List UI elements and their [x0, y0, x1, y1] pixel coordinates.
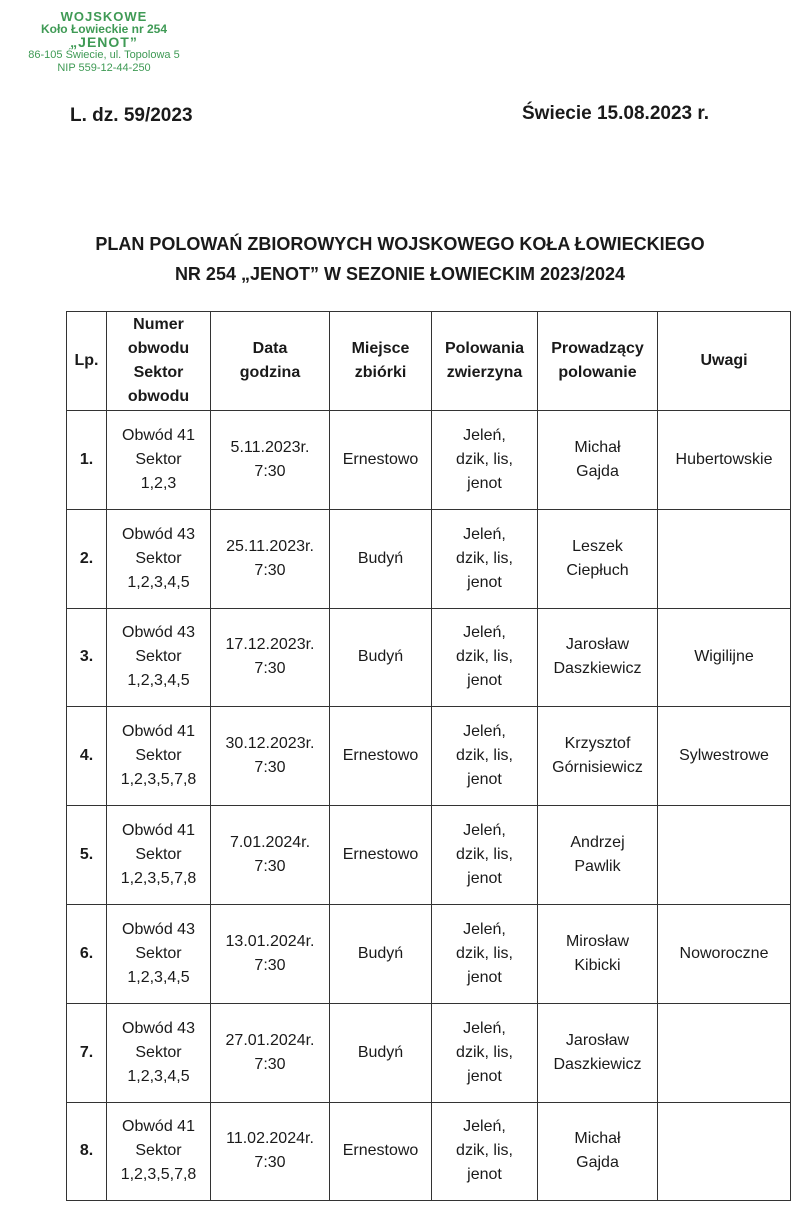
cell-zwierzyna-line: Jeleń,: [463, 1019, 506, 1037]
cell-data: [211, 904, 330, 1003]
cell-lp-line: 3.: [79, 648, 94, 666]
cell-data-line: 7:30: [254, 660, 286, 678]
stamp-nip: NIP 559-12-44-250: [57, 62, 151, 74]
cell-prowadzacy: [538, 707, 658, 806]
cell-obwod: [107, 608, 211, 707]
cell-zwierzyna: [432, 509, 538, 608]
cell-data: [211, 1102, 330, 1201]
header-polowania-zwierzyna-line: Polowania: [444, 340, 525, 357]
cell-miejsce-line: Budyń: [357, 1043, 404, 1061]
cell-uwagi: [658, 411, 791, 510]
cell-miejsce-line: Budyń: [357, 549, 404, 567]
cell-data: [211, 509, 330, 608]
cell-prowadzacy: [538, 509, 658, 608]
cell-zwierzyna-line: jenot: [467, 870, 502, 888]
cell-obwod-line: 1,2,3,4,5: [127, 573, 190, 591]
cell-zwierzyna-line: Jeleń,: [463, 1118, 506, 1136]
cell-lp: [67, 1003, 107, 1102]
cell-miejsce-line: Ernestowo: [342, 450, 419, 468]
cell-data-line: 7:30: [254, 462, 286, 480]
cell-lp-line: 1.: [79, 450, 94, 468]
cell-miejsce-line: Ernestowo: [342, 846, 419, 864]
cell-prowadzacy-line: Leszek: [572, 537, 623, 555]
cell-obwod-line: Obwód 43: [122, 525, 195, 543]
table-row: [67, 904, 791, 1003]
cell-obwod-line: 1,2,3: [140, 474, 177, 492]
stamp-line-1: WOJSKOWE: [60, 9, 148, 24]
cell-uwagi: [658, 904, 791, 1003]
header-prowadzacy-line: Prowadzący: [551, 340, 644, 357]
cell-data: [211, 806, 330, 905]
cell-data-line: 7:30: [254, 561, 286, 579]
place-date: Świecie 15.08.2023 r.: [522, 103, 709, 124]
cell-obwod-line: Sektor: [135, 549, 182, 567]
header-miejsce-zbiorki: [330, 312, 432, 411]
header-data-godzina-line: Data: [252, 340, 288, 357]
cell-obwod: [107, 1003, 211, 1102]
cell-zwierzyna-line: Jeleń,: [463, 920, 506, 938]
cell-zwierzyna-line: dzik, lis,: [456, 648, 513, 666]
cell-data: [211, 1003, 330, 1102]
header-numer-obwodu-line: obwodu: [127, 388, 190, 405]
table-row: [67, 806, 791, 905]
cell-zwierzyna-line: Jeleń,: [463, 822, 506, 840]
cell-obwod-line: 1,2,3,4,5: [127, 672, 190, 690]
cell-obwod: [107, 904, 211, 1003]
table-row: [67, 411, 791, 510]
cell-obwod: [107, 806, 211, 905]
document-title: [0, 229, 800, 289]
cell-lp-line: 5.: [79, 846, 94, 864]
cell-uwagi: [658, 806, 791, 905]
header-data-godzina-line: godzina: [239, 364, 301, 381]
cell-data-line: 7.01.2024r.: [229, 834, 311, 852]
cell-lp: [67, 608, 107, 707]
cell-prowadzacy-line: Jarosław: [565, 1031, 630, 1049]
cell-prowadzacy-line: Gajda: [576, 1154, 619, 1172]
cell-zwierzyna: [432, 707, 538, 806]
cell-data-line: 13.01.2024r.: [225, 932, 315, 950]
cell-obwod-line: Obwód 41: [122, 723, 195, 741]
cell-miejsce: [330, 904, 432, 1003]
cell-prowadzacy-line: Daszkiewicz: [553, 660, 642, 678]
cell-zwierzyna-line: dzik, lis,: [456, 549, 513, 567]
cell-prowadzacy-line: Andrzej: [570, 834, 625, 852]
cell-zwierzyna: [432, 1003, 538, 1102]
cell-obwod-line: Sektor: [135, 1043, 182, 1061]
cell-obwod: [107, 509, 211, 608]
cell-obwod-line: Obwód 41: [122, 1118, 195, 1136]
cell-zwierzyna-line: dzik, lis,: [456, 450, 513, 468]
cell-miejsce-line: Ernestowo: [342, 747, 419, 765]
cell-zwierzyna: [432, 1102, 538, 1201]
cell-prowadzacy-line: Daszkiewicz: [553, 1055, 642, 1073]
cell-lp-line: 2.: [79, 549, 94, 567]
cell-uwagi: [658, 1102, 791, 1201]
cell-prowadzacy-line: Pawlik: [574, 858, 621, 876]
reference-number: L. dz. 59/2023: [70, 105, 193, 126]
cell-lp-line: 4.: [79, 747, 94, 765]
cell-lp-line: 6.: [79, 944, 94, 962]
cell-uwagi-line: Sylwestrowe: [679, 747, 769, 765]
cell-data-line: 7:30: [254, 1055, 286, 1073]
cell-zwierzyna-line: jenot: [467, 474, 502, 492]
cell-data-line: 25.11.2023r.: [226, 537, 314, 555]
cell-prowadzacy: [538, 411, 658, 510]
cell-zwierzyna-line: dzik, lis,: [456, 1142, 513, 1160]
cell-zwierzyna-line: Jeleń,: [463, 525, 506, 543]
cell-uwagi: [658, 1003, 791, 1102]
header-uwagi: [658, 312, 791, 411]
cell-obwod-line: Obwód 41: [122, 426, 195, 444]
cell-data: [211, 411, 330, 510]
cell-obwod-line: 1,2,3,5,7,8: [120, 1166, 197, 1184]
header-lp: [67, 312, 107, 411]
header-miejsce-zbiorki-line: Miejsce: [351, 340, 410, 357]
cell-miejsce: [330, 707, 432, 806]
cell-data-line: 7:30: [254, 956, 286, 974]
cell-zwierzyna: [432, 411, 538, 510]
table-row: [67, 707, 791, 806]
cell-zwierzyna-line: dzik, lis,: [456, 846, 513, 864]
cell-uwagi: [658, 509, 791, 608]
cell-lp-line: 7.: [79, 1043, 94, 1061]
cell-data-line: 30.12.2023r.: [225, 735, 315, 753]
cell-obwod-line: 1,2,3,4,5: [127, 1067, 190, 1085]
cell-zwierzyna-line: Jeleń,: [463, 426, 506, 444]
cell-lp: [67, 509, 107, 608]
table-header-row: [67, 312, 791, 411]
cell-prowadzacy-line: Górnisiewicz: [552, 759, 643, 777]
cell-zwierzyna-line: jenot: [467, 968, 502, 986]
hunt-plan-table: [66, 311, 791, 1201]
cell-zwierzyna-line: jenot: [467, 573, 502, 591]
table-row: [67, 509, 791, 608]
cell-zwierzyna-line: Jeleń,: [463, 723, 506, 741]
cell-obwod-line: Obwód 43: [122, 1019, 195, 1037]
cell-prowadzacy-line: Mirosław: [565, 932, 630, 950]
cell-zwierzyna: [432, 806, 538, 905]
cell-miejsce-line: Budyń: [357, 648, 404, 666]
stamp-address: 86-105 Świecie, ul. Topolowa 5: [28, 49, 180, 61]
cell-zwierzyna-line: dzik, lis,: [456, 944, 513, 962]
cell-data-line: 7:30: [254, 858, 286, 876]
cell-data-line: 11.02.2024r.: [226, 1130, 314, 1148]
cell-prowadzacy-line: Michał: [574, 438, 621, 456]
cell-miejsce: [330, 608, 432, 707]
cell-zwierzyna-line: jenot: [467, 672, 502, 690]
cell-zwierzyna: [432, 904, 538, 1003]
cell-prowadzacy: [538, 806, 658, 905]
cell-lp: [67, 411, 107, 510]
header-polowania-zwierzyna: [432, 312, 538, 411]
cell-miejsce: [330, 1003, 432, 1102]
cell-miejsce: [330, 806, 432, 905]
cell-data-line: 5.11.2023r.: [230, 438, 310, 456]
cell-prowadzacy: [538, 904, 658, 1003]
cell-uwagi-line: Noworoczne: [679, 944, 769, 962]
header-miejsce-zbiorki-line: zbiórki: [354, 364, 407, 381]
cell-miejsce: [330, 411, 432, 510]
cell-uwagi: [658, 608, 791, 707]
cell-miejsce-line: Ernestowo: [342, 1142, 419, 1160]
cell-zwierzyna-line: dzik, lis,: [456, 747, 513, 765]
header-lp-line: Lp.: [74, 352, 99, 369]
header-uwagi-line: Uwagi: [700, 352, 748, 369]
cell-prowadzacy: [538, 1102, 658, 1201]
cell-prowadzacy-line: Kibicki: [574, 956, 621, 974]
title-line-2: NR 254 „JENOT” W SEZONIE ŁOWIECKIM 2023/2024: [174, 264, 626, 284]
cell-data-line: 7:30: [254, 759, 286, 777]
cell-miejsce: [330, 1102, 432, 1201]
cell-obwod-line: Sektor: [135, 846, 182, 864]
cell-miejsce-line: Budyń: [357, 944, 404, 962]
cell-data-line: 7:30: [254, 1154, 286, 1172]
header-polowania-zwierzyna-line: zwierzyna: [446, 364, 523, 381]
cell-data-line: 17.12.2023r.: [225, 636, 315, 654]
title-line-1: PLAN POLOWAŃ ZBIOROWYCH WOJSKOWEGO KOŁA ŁOWIECKIEGO: [95, 234, 705, 254]
cell-obwod-line: Obwód 43: [122, 920, 195, 938]
cell-lp-line: 8.: [79, 1142, 94, 1160]
header-data-godzina: [211, 312, 330, 411]
cell-obwod-line: Obwód 43: [122, 624, 195, 642]
cell-lp: [67, 806, 107, 905]
header-numer-obwodu: [107, 312, 211, 411]
cell-data-line: 27.01.2024r.: [225, 1031, 315, 1049]
cell-prowadzacy-line: Ciepłuch: [566, 561, 629, 579]
cell-zwierzyna: [432, 608, 538, 707]
header-numer-obwodu-line: Sektor: [133, 364, 184, 381]
cell-prowadzacy-line: Krzysztof: [564, 735, 631, 753]
cell-prowadzacy-line: Jarosław: [565, 636, 630, 654]
cell-obwod-line: 1,2,3,5,7,8: [120, 771, 197, 789]
cell-prowadzacy-line: Gajda: [576, 462, 619, 480]
cell-data: [211, 707, 330, 806]
cell-obwod-line: 1,2,3,5,7,8: [120, 870, 197, 888]
cell-miejsce: [330, 509, 432, 608]
header-numer-obwodu-line: obwodu: [127, 340, 190, 357]
cell-zwierzyna-line: jenot: [467, 771, 502, 789]
cell-zwierzyna-line: Jeleń,: [463, 624, 506, 642]
cell-obwod: [107, 1102, 211, 1201]
cell-obwod: [107, 707, 211, 806]
table-row: [67, 1003, 791, 1102]
cell-lp: [67, 707, 107, 806]
cell-uwagi-line: Wigilijne: [694, 648, 754, 666]
cell-obwod-line: Obwód 41: [122, 822, 195, 840]
cell-prowadzacy-line: Michał: [574, 1130, 621, 1148]
cell-lp: [67, 1102, 107, 1201]
cell-obwod: [107, 411, 211, 510]
cell-obwod-line: Sektor: [135, 648, 182, 666]
table-row: [67, 1102, 791, 1201]
cell-zwierzyna-line: dzik, lis,: [456, 1043, 513, 1061]
cell-zwierzyna-line: jenot: [467, 1067, 502, 1085]
table-row: [67, 608, 791, 707]
cell-lp: [67, 904, 107, 1003]
cell-uwagi-line: Hubertowskie: [675, 450, 773, 468]
header-numer-obwodu-line: Numer: [133, 316, 184, 333]
table-body: [67, 411, 791, 1201]
header-prowadzacy: [538, 312, 658, 411]
cell-obwod-line: Sektor: [135, 747, 182, 765]
cell-obwod-line: 1,2,3,4,5: [127, 968, 190, 986]
cell-prowadzacy: [538, 608, 658, 707]
cell-prowadzacy: [538, 1003, 658, 1102]
cell-data: [211, 608, 330, 707]
cell-obwod-line: Sektor: [135, 944, 182, 962]
cell-zwierzyna-line: jenot: [467, 1166, 502, 1184]
stamp-line-2: Koło Łowieckie nr 254: [40, 22, 168, 36]
stamp-line-3: „JENOT”: [70, 34, 138, 50]
cell-obwod-line: Sektor: [135, 450, 182, 468]
cell-obwod-line: Sektor: [135, 1142, 182, 1160]
club-stamp: [6, 10, 202, 75]
header-prowadzacy-line: polowanie: [558, 364, 637, 381]
cell-uwagi: [658, 707, 791, 806]
